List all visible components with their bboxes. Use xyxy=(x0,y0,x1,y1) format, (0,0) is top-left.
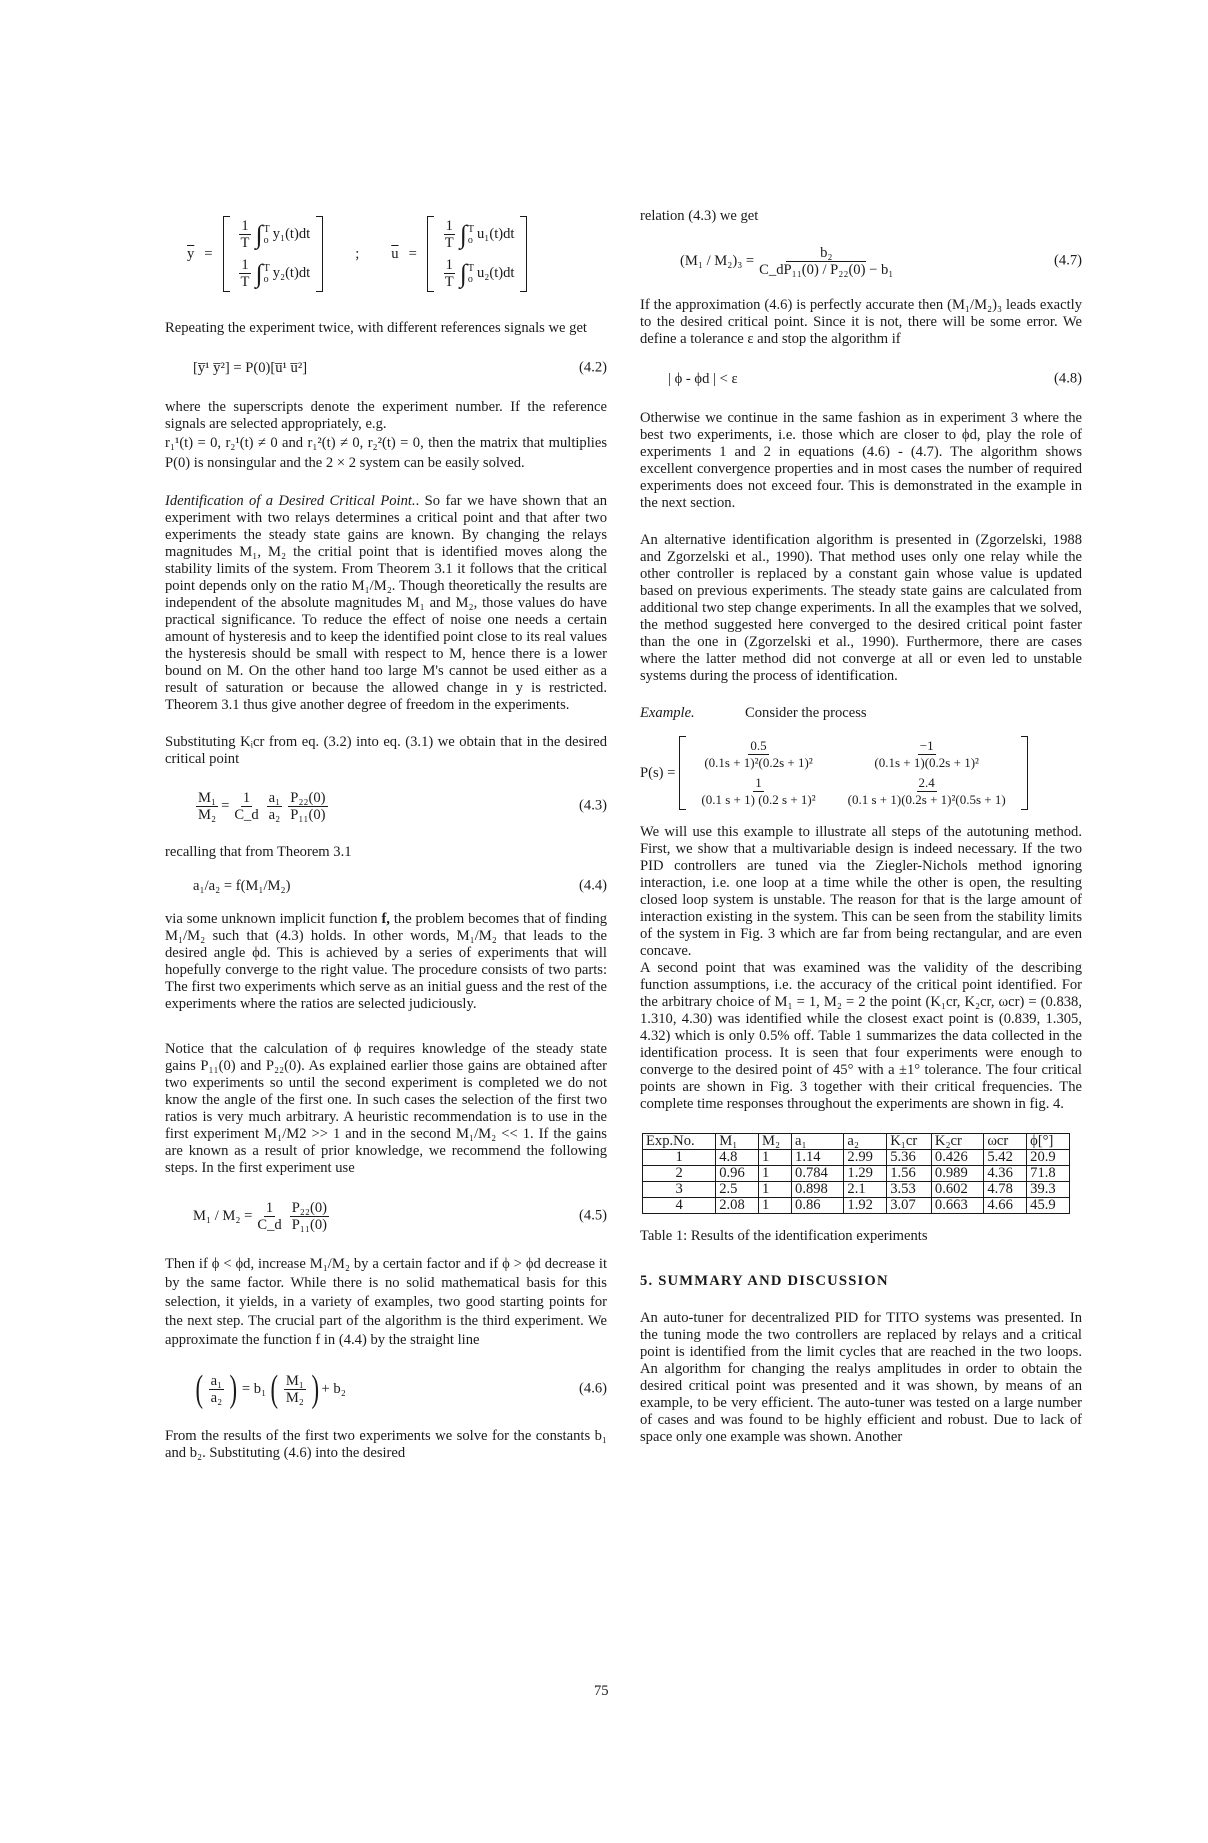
table-cell: 1 xyxy=(759,1198,792,1214)
table-cell: 1 xyxy=(759,1182,792,1198)
table-row xyxy=(643,1198,1070,1214)
paragraph-identification-title: Identification of a Desired Critical Point. xyxy=(165,493,416,509)
paragraph-superscripts-cont: r₁¹(t) = 0, r₂¹(t) ≠ 0 and r₁²(t) ≠ 0, r₂²(t) = 0, then the matrix that multiplies P(0) is nonsingular and the 2 × 2 system can be easily solved. xyxy=(165,435,607,471)
y-bar-label: $\overline{y}$ xyxy=(187,245,195,262)
paragraph-second-point: A second point that was examined was the validity of the describing function assumptions, i.e. the accuracy of the critical point identified. For the arbitrary choice of M₁ = 1, M₂ = 2 the point (K₁cr, K₂cr, ωcr) = (0.838, 1.310, 4.30) was identified while the closest exact point is (0.839, 1.305, 4.32) which is only 0.5% off. Table 1 summarizes the data collected in the identification process. It is seen that four experiments were enough to converge to the desired point of 45° with a ±1° tolerance. The four critical points are shown in Fig. 3 together with their critical frequencies. The complete time responses throughout the experiments are shown in fig. 4. xyxy=(640,960,1082,1112)
table-header-cell: M₂ xyxy=(759,1134,792,1150)
equation-4-6: ( $\frac{\text{a₁}}{\text{a₂}}$ ) = b₁ ( $\frac{\text{M₁}}{\text{M₂}}$ ) + b₂ (4.6) xyxy=(195,1368,607,1410)
table-cell: 5.36 xyxy=(887,1150,932,1166)
section-title: 5. SUMMARY AND DISCUSSION xyxy=(640,1273,889,1289)
results-table xyxy=(642,1133,1070,1214)
table-header-row xyxy=(643,1134,1070,1150)
paragraph-summary: An auto-tuner for decentralized PID for TITO systems was presented. In the tuning mode the two controllers are replaced by relays and a critical point is identified from the limit cycles that are reached in the two loops. An algorithm for changing the realys amplitudes in order to obtain the desired critical point was presented and it was shown, by means of an example, to be very efficient. The auto-tuner was tested on a large number of cases and was found to be highly efficient and robust. Due to lack of space only one example was shown. Another xyxy=(640,1310,1082,1445)
page-number: 75 xyxy=(594,1683,609,1699)
table-cell: 39.3 xyxy=(1027,1182,1070,1198)
equation-4-7-number: (4.7) xyxy=(1054,252,1082,269)
table-cell: 1.29 xyxy=(844,1166,887,1182)
u1-integrand: u₁(t)dt xyxy=(476,226,515,242)
semicolon: ; xyxy=(355,245,360,262)
table-cell: 45.9 xyxy=(1027,1198,1070,1214)
paragraph-alternative: An alternative identification algorithm is presented in (Zgorzelski, 1988 and Zgorzelski et al., 1990). That method uses only one relay while the other controller is replaced by a constant gain whose value is updated based on previous experiments. The steady state gains are calculated from additional two step change experiments. In all the examples that we solved, the method suggested here converged to the desired critical point faster than the one in (Zgorzelski et al., 1990). Furthermore, there are cases where the latter method did not converge at all or even led to unstable systems during the process of identification. xyxy=(640,532,1082,684)
table-header-cell: ωcr xyxy=(984,1134,1027,1150)
example-line xyxy=(640,705,1082,722)
table-cell: 2.1 xyxy=(844,1182,887,1198)
table-header-cell: ϕ[°] xyxy=(1027,1134,1070,1150)
equation-4-7: (M₁ / M₂)₃ = $\frac{\text{b₂}}{\text{C\_dP₁₁(0) / P₂₂(0) − b₁}}$ (4.7) xyxy=(680,244,1082,278)
paragraph-then: Then if ϕ < ϕd, increase M₁/M₂ by a certain factor and if ϕ > ϕd decrease it by the same factor. While there is no solid mathematical basis for this selection, it yields, in a variety of examples, two good starting points for the next step. The crucial part of the algorithm is the third experiment. We approximate the function f in (4.4) by the straight line xyxy=(165,1256,607,1348)
right-column xyxy=(640,208,1082,1446)
table-header-cell: a₁ xyxy=(792,1134,844,1150)
table-cell: 4.66 xyxy=(984,1198,1027,1214)
y1-integrand: y₁(t)dt xyxy=(272,226,311,242)
equation-process-matrix: P(s) = $\frac{0.5}{\text{(0.1s + 1)²(0.2s + 1)²}}$ $\frac{-1}{\text{(0.1s + 1)(0.2s + 1)²}}$ $\frac{1}{\text{(0.1 s + 1) (0.2 s + 1)²}}$ $\frac{2.4}{\text{(0.1 s + 1)(0.2s + 1)²(0.5s + 1)}}$ xyxy=(640,736,1082,810)
table-body xyxy=(643,1150,1070,1214)
table-cell: 3.53 xyxy=(887,1182,932,1198)
table-cell: 2.5 xyxy=(716,1182,759,1198)
equation-4-2-body: [y̅¹ y̅²] = P(0)[u̅¹ u̅²] xyxy=(193,359,308,376)
table-cell: 1 xyxy=(759,1150,792,1166)
table-cell: 1 xyxy=(759,1166,792,1182)
equation-4-8: | ϕ - ϕd | < ε (4.8) xyxy=(668,370,1082,387)
table-row xyxy=(643,1150,1070,1166)
u2-integrand: u₂(t)dt xyxy=(476,265,515,281)
paragraph-substituting: Substituting Kᵢcr from eq. (3.2) into eq. (3.1) we obtain that in the desired critical point xyxy=(165,734,607,767)
table-cell: 0.602 xyxy=(931,1182,983,1198)
y-bar-vector: $\frac{1}{T}$ ∫ T o y₁(t)dt $\frac{1}{T}$ ∫ T o y₂(t)dt xyxy=(223,216,324,292)
table-cell: 0.86 xyxy=(792,1198,844,1214)
equation-4-3-number: (4.3) xyxy=(579,797,607,814)
example-text: Consider the process xyxy=(745,705,867,721)
paragraph-identification: Identification of a Desired Critical Point.. So far we have shown that an experiment with two relays determines a critical point and that after two experiments the steady state gains are known. By changing the relays magnitudes M₁, M₂ the critial point that is identified moves along the stability limits of the system. From Theorem 3.1 it follows that the critical point depends only on the ratio M₁/M₂. Though theoretically the results are independent of the absolute magnitudes M₁ and M₂, those values do have practical significance. To reduce the effect of noise one needs a certain amount of hysteresis and to keep the identified point close to its real values the hysteresis should be small with respect to M, hence there is a lower bound on M. On the other hand too large M's cannot be used either as a result of saturation or because the allowed change in y is restricted. Theorem 3.1 thus give another degree of freedom in the experiments. xyxy=(165,493,607,713)
table-cell: 0.989 xyxy=(931,1166,983,1182)
table-cell: 0.784 xyxy=(792,1166,844,1182)
example-label: Example. xyxy=(640,705,695,721)
table-header-cell: K₂cr xyxy=(931,1134,983,1150)
table-cell: 0.426 xyxy=(931,1150,983,1166)
u-bar-label: $\overline{u}$ xyxy=(391,245,399,262)
table-cell: 0.96 xyxy=(716,1166,759,1182)
table-cell: 2.99 xyxy=(844,1150,887,1166)
paragraph-if-approximation: If the approximation (4.6) is perfectly accurate then (M₁/M₂)₃ leads exactly to the desired critical point. Since it is not, there will be some error. We define a tolerance ε and stop the algorithm if xyxy=(640,297,1082,347)
table-cell: 1.14 xyxy=(792,1150,844,1166)
paragraph-repeating: Repeating the experiment twice, with different references signals we get xyxy=(165,320,587,336)
table-caption: Table 1: Results of the identification experiments xyxy=(640,1228,928,1244)
table-header-cell: K₁cr xyxy=(887,1134,932,1150)
table-cell: 1 xyxy=(643,1150,716,1166)
equation-4-4-number: (4.4) xyxy=(579,877,607,894)
equation-mean-vectors: $\overline{y}$ = $\frac{1}{T}$ ∫ T o y₁(t)dt $\frac{1}{T}$ ∫ T o y₂(t)dt ; $\overline{u}$ = $\frac{1}{T}$ ∫ T o u₁(t)dt $\frac{1}{T}$ ∫ T o u₂(t)dt xyxy=(165,208,607,300)
equation-4-8-number: (4.8) xyxy=(1054,370,1082,387)
table-row xyxy=(643,1166,1070,1182)
paragraph-recalling: recalling that from Theorem 3.1 xyxy=(165,844,352,860)
equation-4-3: $\frac{\text{M₁}}{\text{M₂}}$ = $\frac{1}{C\_d}$ $\frac{\text{a₁}}{\text{a₂}}$ $\frac{\text{P₂₂(0)}}{\text{P₁₁(0)}}$ (4.3) xyxy=(198,789,607,823)
equation-4-6-number: (4.6) xyxy=(579,1380,607,1397)
table-cell: 3 xyxy=(643,1182,716,1198)
table-cell: 2.08 xyxy=(716,1198,759,1214)
y2-integrand: y₂(t)dt xyxy=(272,265,311,281)
equation-4-2-number: (4.2) xyxy=(579,359,607,376)
equation-4-2 xyxy=(165,351,607,385)
equation-4-5-number: (4.5) xyxy=(579,1207,607,1224)
table-cell: 1.56 xyxy=(887,1166,932,1182)
paragraph-superscripts: where the superscripts denote the experiment number. If the reference signals are selected appropriately, e.g. xyxy=(165,399,607,432)
table-cell: 4 xyxy=(643,1198,716,1214)
table-cell: 4.8 xyxy=(716,1150,759,1166)
paragraph-otherwise: Otherwise we continue in the same fashion as in experiment 3 where the best two experiments, i.e. those which are closer to ϕd, play the role of experiments 1 and 2 in equations (4.6) - (4.7). The algorithm shows excellent convergence properties and in most cases the number of required experiments does not exceed four. This is demonstrated in the example in the next section. xyxy=(640,410,1082,511)
table-header-cell: Exp.No. xyxy=(643,1134,716,1150)
table-row xyxy=(643,1182,1070,1198)
table-cell: 1.92 xyxy=(844,1198,887,1214)
paragraph-we-will: We will use this example to illustrate all steps of the autotuning method. First, we show that a multivariable design is indeed necessary. If the two PID controllers are tuned via the Ziegler-Nichols method ignoring interaction, i.e. one loop at a time while the other is open, the resulting closed loop system is unstable. The reason for that is the large amount of interaction existing in the system. This can be seen from the stability limits of the system in Fig. 3 which are far from being rectangular, and are even concave. xyxy=(640,824,1082,959)
table-cell: 5.42 xyxy=(984,1150,1027,1166)
table-cell: 2 xyxy=(643,1166,716,1182)
table-header-cell: a₂ xyxy=(844,1134,887,1150)
table-cell: 20.9 xyxy=(1027,1150,1070,1166)
table-cell: 3.07 xyxy=(887,1198,932,1214)
table-cell: 4.78 xyxy=(984,1182,1027,1198)
u-bar-vector: $\frac{1}{T}$ ∫ T o u₁(t)dt $\frac{1}{T}$ ∫ T o u₂(t)dt xyxy=(427,216,528,292)
equation-4-5: M₁ / M₂ = $\frac{1}{C\_d}$ $\frac{\text{P₂₂(0)}}{\text{P₁₁(0)}}$ (4.5) xyxy=(193,1199,607,1233)
table-cell: 0.898 xyxy=(792,1182,844,1198)
table-cell: 0.663 xyxy=(931,1198,983,1214)
paragraph-via: via some unknown implicit function f, the problem becomes that of finding M₁/M₂ such that (4.3) holds. In other words, M₁/M₂ that leads to the desired angle ϕd. This is achieved by a series of experiments that will hopefully converge to the right value. The procedure consists of two parts: The first two experiments which serve as an initial guess and the rest of the experiments where the ratios are selected judiciously. xyxy=(165,911,608,1012)
table-cell: 4.36 xyxy=(984,1166,1027,1182)
equation-4-4: a₁/a₂ = f(M₁/M₂) (4.4) xyxy=(193,877,607,894)
table-header-cell: M₁ xyxy=(716,1134,759,1150)
table-cell: 71.8 xyxy=(1027,1166,1070,1182)
paragraph-from: From the results of the first two experiments we solve for the constants b₁ and b₂. Substituting (4.6) into the desired xyxy=(165,1428,607,1461)
paragraph-notice: Notice that the calculation of ϕ requires knowledge of the steady state gains P₁₁(0) and P₂₂(0). As explained earlier those gains are obtained after two experiments so until the second experiment is completed we do not know the angle of the first one. In such cases the selection of the first two ratios is very much arbitrary. A heuristic recommendation is to use in the first experiment M₁/M2 >> 1 and in the second M₁/M₂ << 1. If the gains are known as a result of prior knowledge, we recommend the following steps. In the first experiment use xyxy=(165,1041,607,1176)
left-column xyxy=(165,208,607,1462)
paragraph-relation: relation (4.3) we get xyxy=(640,208,759,224)
